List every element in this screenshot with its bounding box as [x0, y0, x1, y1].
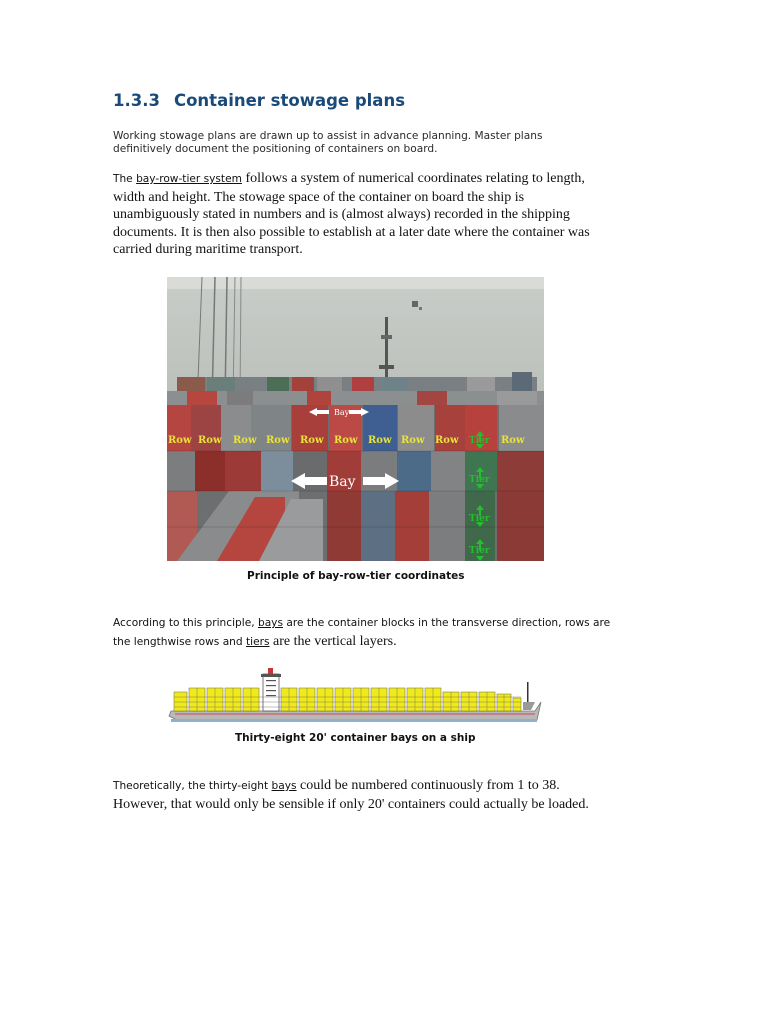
- para3-text-1: Theoretically, the thirty-eight: [113, 780, 272, 792]
- para3-text-2: could be numbered continuously from 1 to 38. However, that would only be sensible if only 20' containers could actually be loaded.: [113, 778, 589, 812]
- bay-row-tier-link[interactable]: bay-row-tier system: [136, 173, 242, 185]
- bay-label-small: Bay: [334, 408, 350, 417]
- row-label-3: Row: [233, 435, 257, 446]
- section-heading: [113, 91, 405, 110]
- section-title: Container stowage plans: [173, 91, 406, 110]
- para2-text-1: According to this principle,: [113, 617, 258, 629]
- bays-link-2[interactable]: bays: [271, 780, 297, 792]
- row-label-7: Row: [368, 435, 392, 446]
- tiers-link[interactable]: tiers: [246, 635, 270, 648]
- row-label-2: Row: [198, 435, 222, 446]
- ship-bays-diagram: [165, 664, 543, 726]
- section-number: 1.3.3: [113, 91, 160, 110]
- para2-text-2: are the container blocks in the transverse direction, rows are the lengthwise rows and: [113, 617, 611, 648]
- para2-text-3: are the vertical layers.: [269, 633, 397, 649]
- tier-label-2: Tier: [469, 475, 490, 485]
- row-label-1: Row: [168, 435, 192, 446]
- intro-paragraph: Working stowage plans are drawn up to assist in advance planning. Master plans definitively document the positioning of containers on board.: [113, 130, 543, 155]
- row-label-5: Row: [300, 435, 324, 446]
- row-label-10: Row: [501, 435, 525, 446]
- tier-label-3: Tier: [469, 514, 490, 524]
- bay-row-tier-paragraph: [113, 170, 613, 259]
- row-label-8: Row: [401, 435, 425, 446]
- numbering-paragraph: [113, 777, 593, 813]
- bay-label-large: Bay: [329, 474, 356, 490]
- container-ship-photo: [167, 277, 544, 561]
- row-label-4: Row: [266, 435, 290, 446]
- row-label-6: Row: [334, 435, 358, 446]
- principle-paragraph: [113, 614, 613, 651]
- tier-label-4: Tier: [469, 546, 490, 556]
- ship-caption: Thirty-eight 20' container bays on a ship: [235, 732, 476, 744]
- para1-body: follows a system of numerical coordinates relating to length, width and height. The stowage space of the container on board the ship is unambiguously stated in numbers and is (almost always) recorded in the shipping documents. It is then also possible to establish at a later date where the container was carried during maritime transport.: [113, 171, 590, 257]
- bays-link[interactable]: bays: [257, 617, 283, 629]
- photo-caption: Principle of bay-row-tier coordinates: [247, 570, 465, 582]
- tier-label-1: Tier: [469, 436, 490, 446]
- row-label-9: Row: [435, 435, 459, 446]
- para1-lead: The: [113, 173, 137, 185]
